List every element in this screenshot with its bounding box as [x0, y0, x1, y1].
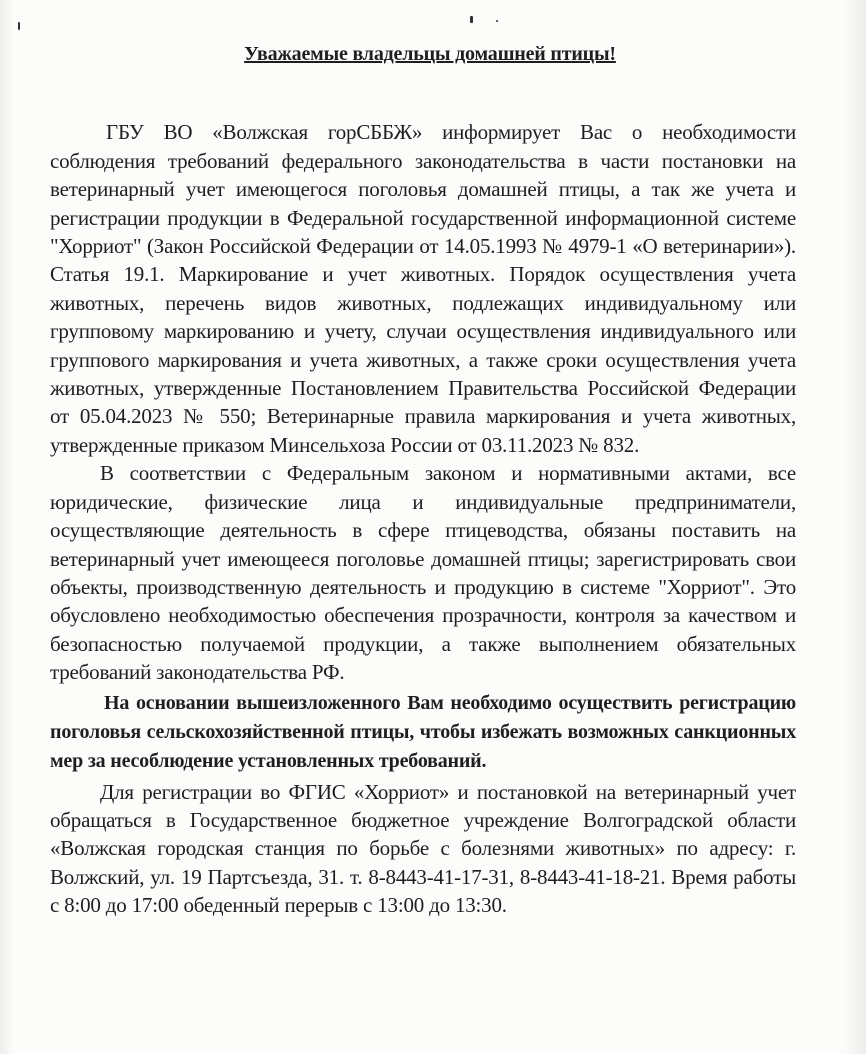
- paragraph-obligations: В соответствии с Федеральным законом и нормативными актами, все юридические, физические лица и индивидуальные предприниматели, осуществляющие деятельность в сфере птицеводства, обязаны поставить на ветеринарный учет имеющееся поголовье домашней птицы; зарегистрировать свои объекты, производственную деятельность и продукцию в системе "Хорриот". Это обусловлено необходимостью обеспечения прозрачности, контроля за качеством и безопасностью получаемой продукции, а также выполнением обязательных требований законодательства РФ.: [50, 461, 796, 685]
- scan-shadow-left: [0, 0, 14, 1054]
- scan-shadow-right: [844, 0, 866, 1054]
- notice-heading: Уважаемые владельцы домашней птицы!: [244, 43, 616, 65]
- paragraph-registration-required: На основании вышеизложенного Вам необходимо осуществить регистрацию поголовья сельскохозяйственной птицы, чтобы избежать возможных санкционных мер за несоблюдение установленных требований.: [50, 691, 796, 772]
- scan-speck: [470, 16, 473, 23]
- scan-speck: [496, 20, 498, 22]
- notice-letter: [50, 40, 796, 920]
- paragraph-contacts: Для регистрации во ФГИС «Хорриот» и постановкой на ветеринарный учет обращаться в Государственное бюджетное учреждение Волгоградской области «Волжская городская станция по борьбе с болезнями животных» по адресу: г. Волжский, ул. 19 Партсъезда, 31. т. 8-8443-41-17-31, 8-8443-41-18-21. Время работы с 8:00 до 17:00 обеденный перерыв с 13:00 до 13:30.: [50, 779, 796, 918]
- paragraph-legal-basis: ГБУ ВО «Волжская горСББЖ» информирует Вас о необходимости соблюдения требований федерального законодательства в части постановки на ветеринарный учет имеющегося поголовья домашней птицы, а так же учета и регистрации продукции в Федеральной государственной информационной системе "Хорриот" (Закон Российской Федерации от 14.05.1993 № 4979-1 «О ветеринарии»). Статья 19.1. Маркирование и учет животных. Порядок осуществления учета животных, перечень видов животных, подлежащих индивидуальному или групповому маркированию и учету, случаи осуществления индивидуального или группового маркирования и учета животных, а также сроки осуществления учета животных, утвержденные Постановлением Правительства Российской Федерации от 05.04.2023 № 550; Ветеринарные правила маркирования и учета животных, утвержденные приказом Минсельхоза России от 03.11.2023 № 832.: [50, 120, 796, 457]
- scan-speck: [18, 22, 20, 30]
